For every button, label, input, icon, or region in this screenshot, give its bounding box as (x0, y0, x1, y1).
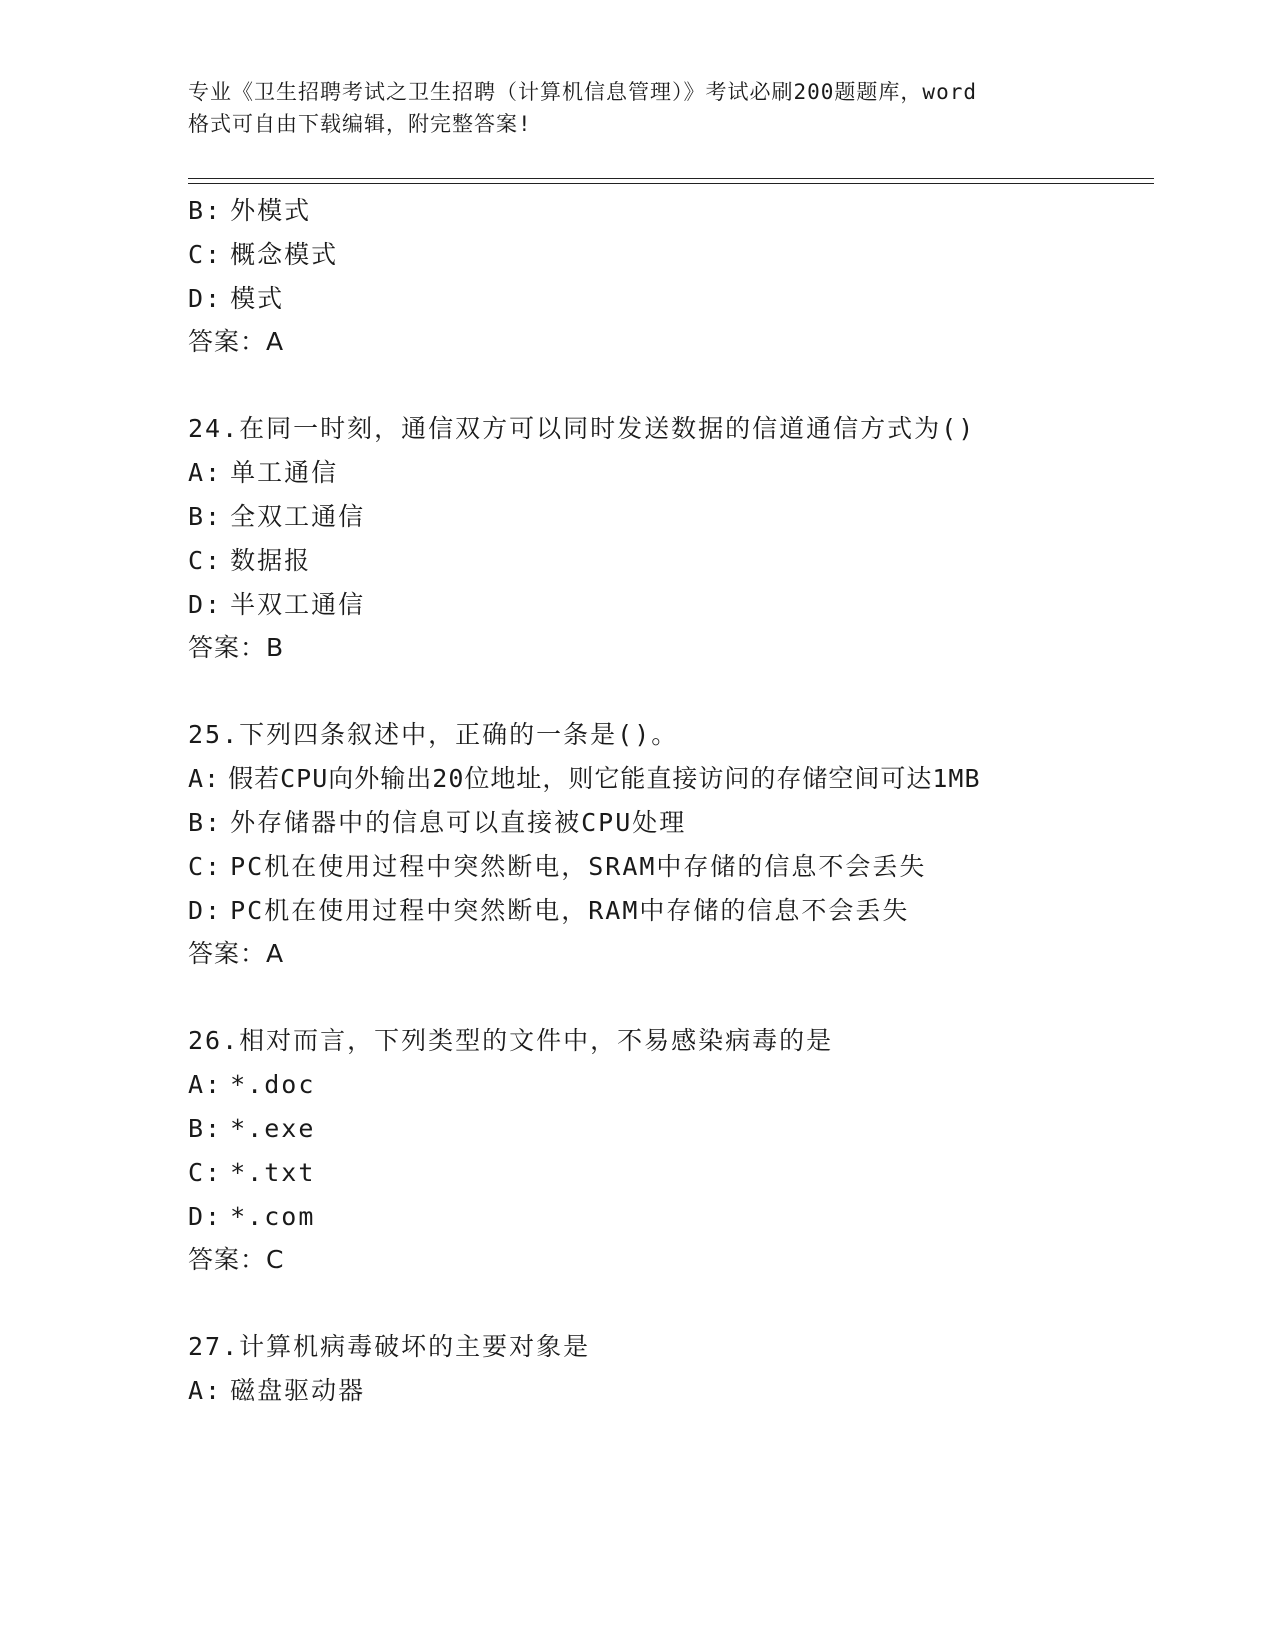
answer-line: 答案：B (188, 633, 285, 662)
option-c: C: *.txt (188, 1158, 316, 1187)
answer-line: 答案：C (188, 1245, 285, 1274)
option-a: A: 假若CPU向外输出20位地址，则它能直接访问的存储空间可达1MB (188, 764, 981, 793)
option-b: B: 全双工通信 (188, 502, 366, 531)
answer-line: 答案：A (188, 939, 285, 968)
answer-line: 答案：A (188, 327, 285, 356)
option-b: B: 外模式 (188, 196, 312, 225)
header-line-1: 专业《卫生招聘考试之卫生招聘（计算机信息管理）》考试必刷200题题库，word (188, 80, 977, 104)
option-a: A: 磁盘驱动器 (188, 1376, 366, 1405)
question-26-stem: 26.相对而言，下列类型的文件中，不易感染病毒的是 (188, 1026, 834, 1055)
option-a: A: 单工通信 (188, 458, 339, 487)
option-c: C: 概念模式 (188, 240, 339, 269)
option-c: C: PC机在使用过程中突然断电，SRAM中存储的信息不会丢失 (188, 852, 927, 881)
option-d: D: *.com (188, 1202, 316, 1231)
question-24-stem: 24.在同一时刻，通信双方可以同时发送数据的信道通信方式为() (188, 414, 976, 443)
question-27-stem: 27.计算机病毒破坏的主要对象是 (188, 1332, 591, 1361)
option-c: C: 数据报 (188, 546, 312, 575)
option-d: D: 模式 (188, 284, 285, 313)
header-line-2: 格式可自由下载编辑，附完整答案! (188, 112, 532, 136)
option-d: D: 半双工通信 (188, 590, 366, 619)
header-divider-top (188, 178, 1154, 179)
header-divider-bottom (188, 183, 1154, 184)
option-b: B: 外存储器中的信息可以直接被CPU处理 (188, 808, 687, 837)
document-header (188, 76, 1088, 140)
option-a: A: *.doc (188, 1070, 316, 1099)
option-d: D: PC机在使用过程中突然断电，RAM中存储的信息不会丢失 (188, 896, 910, 925)
question-25-stem: 25.下列四条叙述中，正确的一条是()。 (188, 720, 679, 749)
option-b: B: *.exe (188, 1114, 316, 1143)
